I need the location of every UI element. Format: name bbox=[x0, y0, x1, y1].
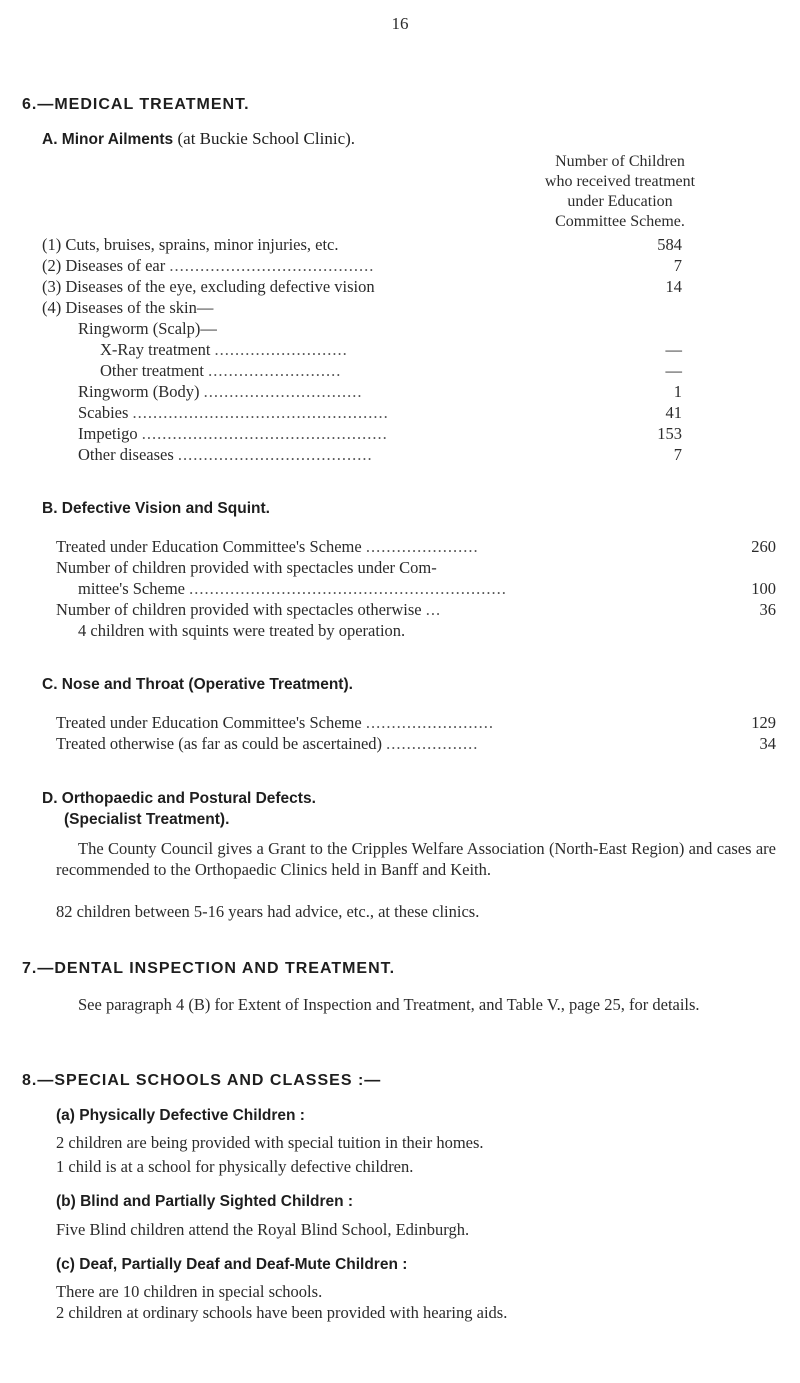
row-label: Impetigo bbox=[78, 424, 138, 443]
section-7-heading: 7.—DENTAL INSPECTION AND TREATMENT. bbox=[22, 960, 396, 977]
row-value: 7 bbox=[673, 256, 682, 275]
row-label: Treated under Education Committee's Scheme bbox=[56, 713, 362, 732]
section-8c-line: There are 10 children in special schools. bbox=[56, 1282, 323, 1301]
section-6a-title: A. Minor Ailments bbox=[42, 131, 174, 148]
table-row bbox=[42, 255, 762, 276]
dot-leader: ................................................ bbox=[141, 424, 388, 443]
row-label: Ringworm (Scalp)— bbox=[78, 319, 217, 338]
section-6a-heading bbox=[42, 129, 355, 149]
row-label: X-Ray treatment bbox=[100, 340, 211, 359]
orthopaedic-note: 82 children between 5-16 years had advice, etc., at these clinics. bbox=[56, 902, 480, 921]
row-value: 41 bbox=[665, 403, 682, 422]
dot-leader: ........................................ bbox=[169, 256, 375, 275]
section-8b-heading: (b) Blind and Partially Sighted Children : bbox=[56, 1193, 354, 1210]
row-label: (2) Diseases of ear bbox=[42, 256, 166, 275]
section-8-heading: 8.—SPECIAL SCHOOLS AND CLASSES :— bbox=[22, 1072, 382, 1089]
row-label: (1) Cuts, bruises, sprains, minor injuries, etc. bbox=[42, 235, 339, 254]
row-label: Treated under Education Committee's Scheme bbox=[56, 537, 362, 556]
dot-leader: ... bbox=[425, 600, 442, 619]
section-6-heading: 6.—MEDICAL TREATMENT. bbox=[22, 96, 250, 113]
dot-leader: ......................... bbox=[365, 713, 494, 732]
column-header-line: who received treatment bbox=[544, 173, 696, 190]
table-row bbox=[56, 557, 776, 578]
section-6a-title-paren: (at Buckie School Clinic). bbox=[177, 129, 356, 148]
section-6b-heading: B. Defective Vision and Squint. bbox=[42, 500, 270, 517]
section-8c-line: 2 children at ordinary schools have been provided with hearing aids. bbox=[56, 1303, 508, 1322]
row-value: 7 bbox=[673, 445, 682, 464]
column-header-line: Number of Children bbox=[555, 153, 685, 170]
row-label: Treated otherwise (as far as could be ascertained) bbox=[56, 734, 383, 753]
section-8a-heading: (a) Physically Defective Children : bbox=[56, 1107, 305, 1124]
row-label: Ringworm (Body) bbox=[78, 382, 200, 401]
page-number: 16 bbox=[391, 14, 409, 33]
table-row bbox=[42, 276, 762, 297]
table-row bbox=[78, 578, 776, 599]
row-value: 36 bbox=[759, 600, 776, 619]
row-label: Scabies bbox=[78, 403, 129, 422]
vision-note: 4 children with squints were treated by operation. bbox=[78, 621, 406, 640]
dot-leader: ...................... bbox=[365, 537, 479, 556]
row-value: 584 bbox=[657, 235, 682, 254]
table-row bbox=[100, 339, 762, 360]
row-value: 153 bbox=[657, 424, 682, 443]
table-row bbox=[78, 318, 762, 339]
dot-leader: .......................... bbox=[208, 361, 342, 380]
row-value: — bbox=[665, 340, 682, 359]
table-row bbox=[78, 402, 762, 423]
table-row bbox=[78, 381, 762, 402]
dot-leader: ...................................... bbox=[177, 445, 373, 464]
table-row bbox=[42, 297, 762, 318]
section-8a-line: 1 child is at a school for physically defective children. bbox=[56, 1157, 414, 1176]
row-value: 100 bbox=[751, 579, 776, 598]
row-label: Number of children provided with spectacles otherwise bbox=[56, 600, 422, 619]
row-value: 14 bbox=[665, 277, 682, 296]
table-row bbox=[56, 712, 776, 733]
dot-leader: .......................... bbox=[214, 340, 348, 359]
table-row bbox=[42, 234, 762, 255]
orthopaedic-paragraph: The County Council gives a Grant to the Cripples Welfare Association (North-East Region) and cases are recommended to the Orthopaedic Clinics held in Banff and Keith. bbox=[56, 839, 776, 879]
row-value: 260 bbox=[751, 537, 776, 556]
dot-leader: .............................................................. bbox=[189, 579, 507, 598]
dot-leader: ............................... bbox=[203, 382, 363, 401]
table-row bbox=[78, 444, 762, 465]
column-header bbox=[470, 152, 770, 232]
row-label: Other treatment bbox=[100, 361, 204, 380]
row-label: Other diseases bbox=[78, 445, 174, 464]
row-label: Number of children provided with spectacles under Com- bbox=[56, 558, 437, 577]
row-label: mittee's Scheme bbox=[78, 579, 185, 598]
table-row bbox=[56, 536, 776, 557]
section-8c-heading: (c) Deaf, Partially Deaf and Deaf-Mute Children : bbox=[56, 1256, 408, 1273]
section-6d-heading: D. Orthopaedic and Postural Defects. bbox=[42, 790, 316, 807]
dot-leader: .................................................. bbox=[132, 403, 389, 422]
row-label: (4) Diseases of the skin— bbox=[42, 298, 214, 317]
row-value: — bbox=[665, 361, 682, 380]
column-header-line: Committee Scheme. bbox=[555, 213, 685, 230]
row-value: 1 bbox=[673, 382, 682, 401]
table-row bbox=[56, 733, 776, 754]
dental-paragraph: See paragraph 4 (B) for Extent of Inspection and Treatment, and Table V., page 25, for details. bbox=[78, 995, 700, 1014]
row-value: 34 bbox=[759, 734, 776, 753]
row-value: 129 bbox=[751, 713, 776, 732]
section-6d-subheading: (Specialist Treatment). bbox=[64, 811, 230, 828]
table-row bbox=[78, 423, 762, 444]
section-8b-line: Five Blind children attend the Royal Blind School, Edinburgh. bbox=[56, 1220, 470, 1239]
section-8a-line: 2 children are being provided with special tuition in their homes. bbox=[56, 1133, 484, 1152]
row-label: (3) Diseases of the eye, excluding defective vision bbox=[42, 277, 375, 296]
section-6c-heading: C. Nose and Throat (Operative Treatment). bbox=[42, 676, 353, 693]
table-row bbox=[100, 360, 762, 381]
column-header-line: under Education bbox=[567, 193, 673, 210]
table-row bbox=[56, 599, 776, 620]
dot-leader: .................. bbox=[386, 734, 479, 753]
